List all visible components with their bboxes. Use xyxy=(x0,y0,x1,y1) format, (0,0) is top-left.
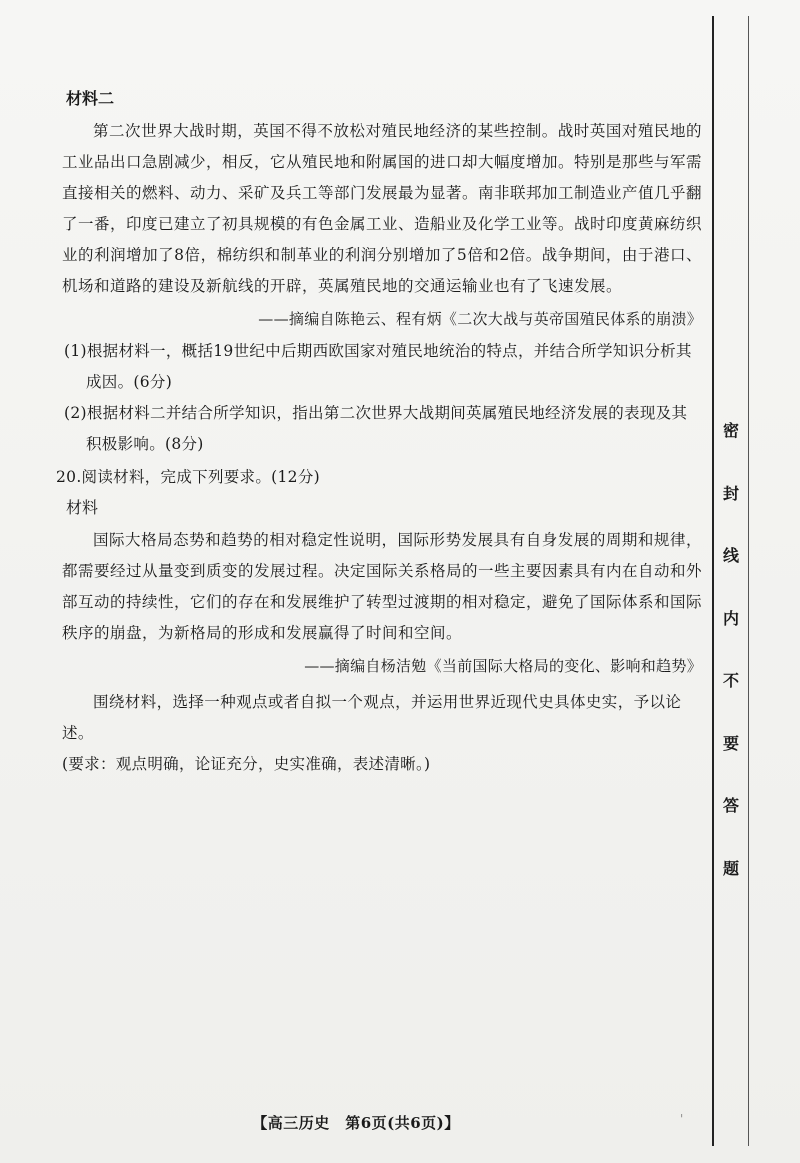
question-2: (2)根据材料二并结合所学知识，指出第二次世界大战期间英属殖民地经济发展的表现及其积极影响。(8分) xyxy=(64,404,688,453)
material2-source: ——摘编自陈艳云、程有炳《二次大战与英帝国殖民体系的崩溃》 xyxy=(258,310,702,328)
seal-line-notice xyxy=(720,400,742,900)
binding-line-right xyxy=(748,16,749,1146)
page-footer: 【高三历史 第6页(共6页)】 xyxy=(252,1114,460,1132)
seal-char: 不 xyxy=(722,671,739,690)
question-20-title: 20.阅读材料，完成下列要求。(12分) xyxy=(56,468,320,486)
seal-char: 内 xyxy=(722,608,739,628)
material2-paragraph: 第二次世界大战时期，英国不得不放松对殖民地经济的某些控制。战时英国对殖民地的工业品出口急剧减少，相反，它从殖民地和附属国的进口却大幅度增加。特别是那些与军需直接相关的燃料、动力、采矿及兵工等部门发展最为显著。南非联邦加工制造业产值几乎翻了一番，印度已建立了初具规模的有色金属工业、造船业及化学工业等。战时印度黄麻纺织业的利润增加了8倍，棉纺织和制革业的利润分别增加了5倍和2倍。战争期间，由于港口、机场和道路的建设及新航线的开辟，英属殖民地的交通运输业也有了飞速发展。 xyxy=(62,122,703,295)
seal-char: 密 xyxy=(722,421,739,440)
seal-char: 封 xyxy=(722,483,739,503)
question-20-source: ——摘编自杨洁勉《当前国际大格局的变化、影响和趋势》 xyxy=(304,657,702,675)
seal-char: 题 xyxy=(722,858,739,878)
question-20-material-label: 材料 xyxy=(66,498,99,517)
binding-line-left xyxy=(712,16,714,1146)
question-20-task: 围绕材料，选择一种观点或者自拟一个观点，并运用世界近现代史具体史实，予以论述。 xyxy=(62,693,682,742)
seal-char: 要 xyxy=(722,733,739,753)
seal-char: 线 xyxy=(722,546,739,565)
question-20-paragraph: 国际大格局态势和趋势的相对稳定性说明，国际形势发展具有自身发展的周期和规律，都需要经过从量变到质变的发展过程。决定国际关系格局的一些主要因素具有内在自动和外部互动的持续性，它们的存在和发展维护了转型过渡期的相对稳定，避免了国际体系和国际秩序的崩盘，为新格局的形成和发展赢得了时间和空间。 xyxy=(62,531,703,642)
material2-heading: 材料二 xyxy=(66,89,115,108)
question-1: (1)根据材料一，概括19世纪中后期西欧国家对殖民地统治的特点，并结合所学知识分析其成因。(6分) xyxy=(64,342,692,391)
page-content xyxy=(56,84,703,780)
question-20-requirement: (要求：观点明确，论证充分，史实准确，表述清晰。) xyxy=(62,755,431,773)
seal-char: 答 xyxy=(722,796,739,815)
scan-mark: ' xyxy=(680,1112,684,1126)
